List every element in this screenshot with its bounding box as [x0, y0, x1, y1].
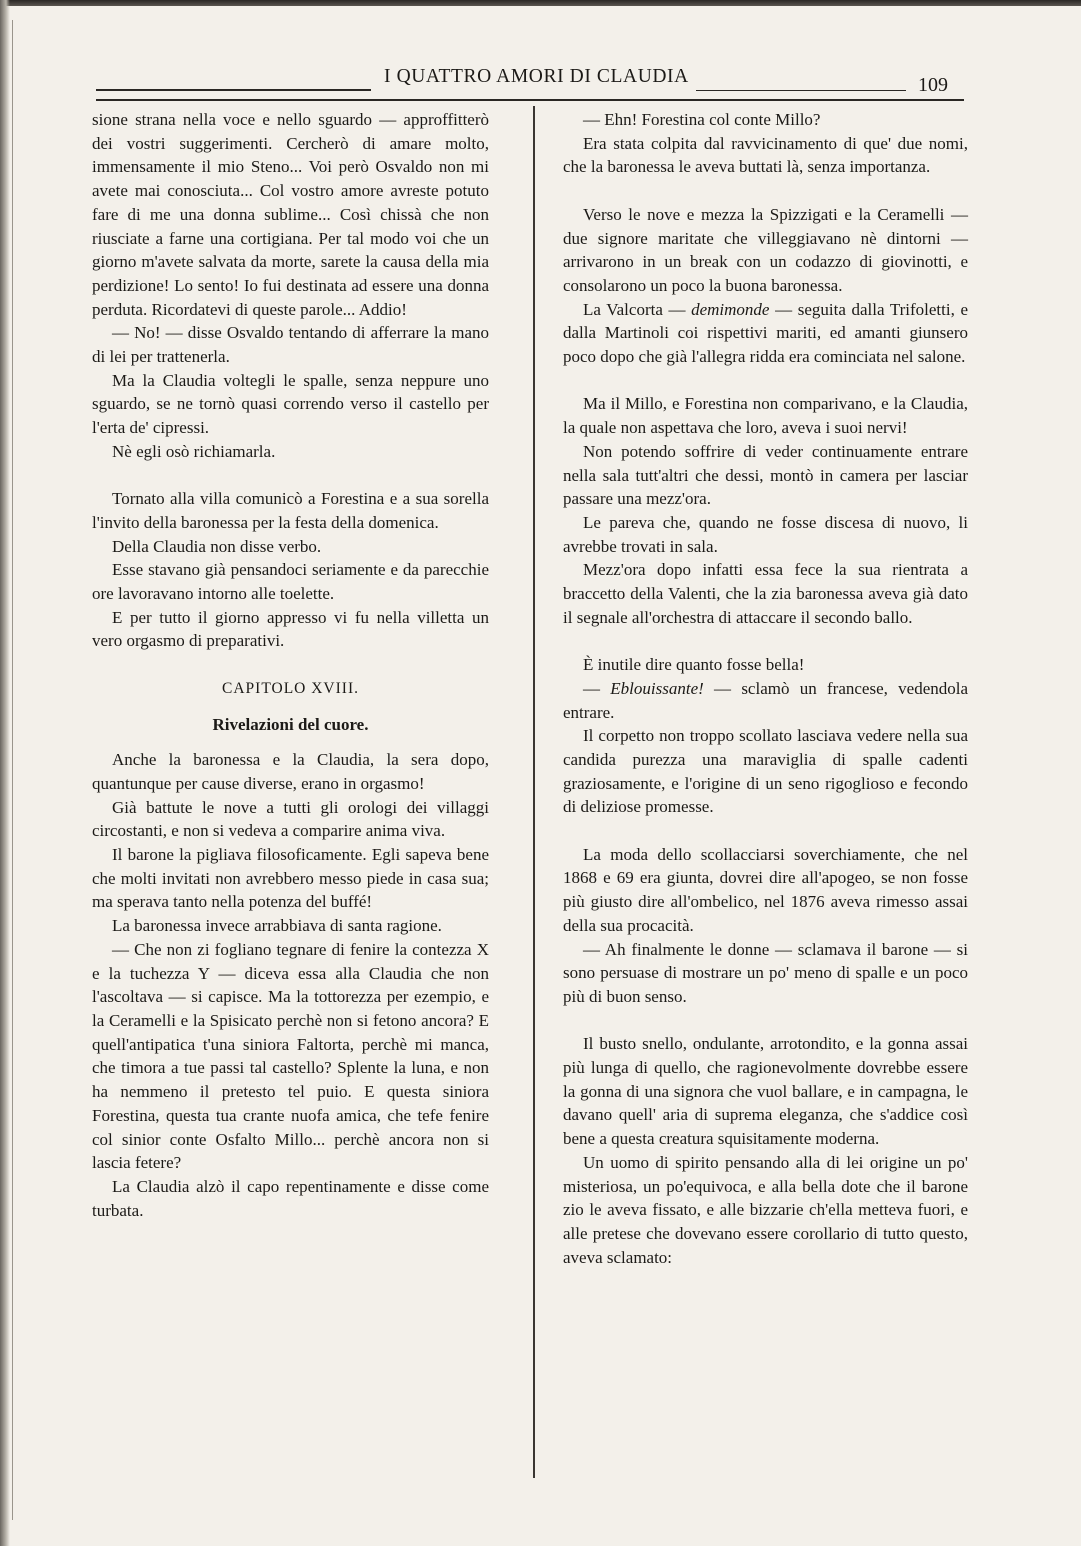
paragraph: Il barone la pigliava filosoficamente. Egli sapeva bene che molti invitati non avrebbero messo piede in casa sua; ma sperava tanto nella potenza del buffé! — [92, 845, 489, 912]
paragraph: — Che non zi fogliano tegnare di fenire la contezza X e la tuchezza Y — diceva essa alla Claudia che non l'ascoltava — si capisce. Ma la tottorezza per ezempio, e la Ceramelli e la Spisicato perchè non si fetono ancora? E quell'antipatica t'una siniora Faltorta, perchè mi manca, che timora a tue passi tal castello? Splente la luna, e non ha nemmeno il pretesto tel puio. E questa siniora Forestina, questa tua crante nuofa amica, che tefe fenire col sinior conte Osfalto Millo... perchè ancora non si lascia fetere? — [92, 939, 489, 1173]
text-run: — sclamò un francese, vedendola entrare. — [563, 678, 969, 722]
page-number: 109 — [918, 74, 948, 96]
text-run: — — [583, 678, 611, 698]
paragraph: — Ehn! Forestina col conte Millo? — [583, 110, 821, 129]
right-column — [563, 108, 968, 1269]
running-title: I QUATTRO AMORI DI CLAUDIA — [384, 66, 689, 87]
italic-term: demimonde — [691, 299, 770, 319]
paragraph-break — [563, 1009, 968, 1033]
paragraph: — Ah finalmente le donne — sclamava il barone — si sono persuase di mostrare un po' meno di spalle e un poco più di buon senso. — [563, 939, 968, 1006]
paragraph — [563, 677, 968, 724]
chapter-title: Rivelazioni del cuore. — [212, 714, 369, 734]
paragraph: Tornato alla villa comunicò a Forestina e a sua sorella l'invito della baronessa per la festa della domenica. — [92, 489, 489, 532]
left-column — [92, 108, 489, 1222]
paragraph: Era stata colpita dal ravvicinamento di que' due nomi, che la baronessa le aveva buttati là, senza importanza. — [563, 133, 968, 177]
header-rule — [96, 99, 964, 101]
paragraph: Già battute le nove a tutti gli orologi dei villaggi circostanti, e non si vedeva a comparire anima viva. — [92, 797, 489, 841]
paragraph: E per tutto il giorno appresso vi fu nella villetta un vero orgasmo di preparativi. — [92, 607, 489, 651]
text-run: — seguita dalla Trifoletti, e dalla Martinoli coi rispettivi mariti, ed amanti giunsero poco dopo che già l'allegra ridda era cominciata nel salone. — [563, 299, 968, 367]
section-break — [92, 653, 489, 677]
page-top-border — [0, 0, 1081, 6]
text-run: La Valcorta — — [583, 299, 692, 319]
paragraph: Ma il Millo, e Forestina non comparivano, e la Claudia, la quale non aspettava che loro, aveva i suoi nervi! — [563, 394, 968, 438]
paragraph: Mezz'ora dopo infatti essa fece la sua rientrata a braccetto della Valenti, che la zia baronessa aveva già dato il segnale all'orchestra di attaccare il secondo ballo. — [563, 560, 968, 627]
paragraph: Esse stavano già pensandoci seriamente e da parecchie ore lavoravano intorno alle toelette. — [92, 560, 489, 604]
chapter-heading: CAPITOLO XVIII. — [222, 679, 359, 697]
header-rule-left — [96, 89, 371, 91]
paragraph: La moda dello scollacciarsi soverchiamente, che nel 1868 e 69 era giunta, dovrei dire all'apogeo, se non fosse più giusto dire all'ombelico, nel 1876 aveva rimesso assai della sua procacità. — [563, 844, 968, 935]
paragraph: Ma la Claudia voltegli le spalle, senza neppure uno sguardo, se ne tornò quasi correndo verso il castello per l'erta de' cipressi. — [92, 370, 489, 438]
paragraph: La Claudia alzò il capo repentinamente e disse come turbata. — [92, 1176, 489, 1220]
paragraph: Un uomo di spirito pensando alla di lei origine un po' misteriosa, un po'equivoca, e alla bella dote che il barone zio le aveva fissato, e alle bizzarie ch'ella metteva fuori, e alle pretese che dovevano essere corollario di tutto questo, aveva sclamato: — [563, 1152, 968, 1267]
paragraph: Le pareva che, quando ne fosse discesa di nuovo, li avrebbe trovati in sala. — [563, 512, 968, 556]
italic-term: Eblouissante! — [610, 678, 704, 698]
paragraph: Verso le nove e mezza la Spizzigati e la Ceramelli — due signore maritate che villeggiavano nè dintorni — arrivarono in un break con un codazzo di giovinotti, e consolarono un poco la buona baronessa. — [563, 204, 968, 295]
section-break — [92, 736, 489, 748]
paragraph: Il corpetto non troppo scollato lasciava vedere nella sua candida purezza una maraviglia di spalle cadenti graziosamente, e l'origine di un seno rigoglioso e fecondo di deliziose promesse. — [563, 726, 968, 817]
paragraph: sione strana nella voce e nello sguardo — approffitterò dei vostri suggerimenti. Cercherò di amare molto, immensamente il mio Steno... Voi però Osvaldo non mi avete mai conosciuta... Col vostro amore avreste potuto fare di me una donna sublime... Così chissà che non riusciate a farne una cortigiana. Per tal modo voi che un giorno m'avete salvata da morte, sarete la causa della mia perdizione! Lo sento! Io fui destinata ad essere una donna perduta. Ricordatevi di queste parole... Addio! — [92, 110, 489, 319]
header-rule-right — [696, 90, 906, 91]
page-binding-shadow — [0, 0, 10, 1546]
paragraph-break — [563, 819, 968, 843]
paragraph: — No! — disse Osvaldo tentando di afferrare la mano di lei per trattenerla. — [92, 323, 489, 367]
paragraph — [563, 298, 968, 369]
paragraph-break — [563, 629, 968, 653]
paragraph: La baronessa invece arrabbiava di santa ragione. — [112, 916, 442, 936]
paragraph-break — [92, 464, 489, 488]
paragraph-break — [563, 179, 968, 203]
column-divider — [533, 106, 535, 1478]
paragraph: Della Claudia non disse verbo. — [112, 536, 322, 556]
section-break — [92, 701, 489, 713]
paragraph: Nè egli osò richiamarla. — [112, 441, 276, 461]
paragraph: Il busto snello, ondulante, arrotondito, e la gonna assai più lunga di quello, che ragionevolmente dovrebbe essere la gonna di una signora che vuol ballare, e in campagna, le davano quell' aria di suprema eleganza, che s'addice così bene a questa creatura squisitamente moderna. — [563, 1034, 968, 1149]
paragraph: Anche la baronessa e la Claudia, la sera dopo, quantunque per cause diverse, erano in orgasmo! — [92, 750, 489, 793]
page-edge-line — [12, 20, 13, 1520]
paragraph: È inutile dire quanto fosse bella! — [583, 655, 805, 675]
paragraph: Non potendo soffrire di veder continuamente entrare nella sala tutt'altri che dessi, montò in camera per lasciar passare una mezz'ora. — [563, 441, 968, 509]
paragraph-break — [563, 369, 968, 393]
